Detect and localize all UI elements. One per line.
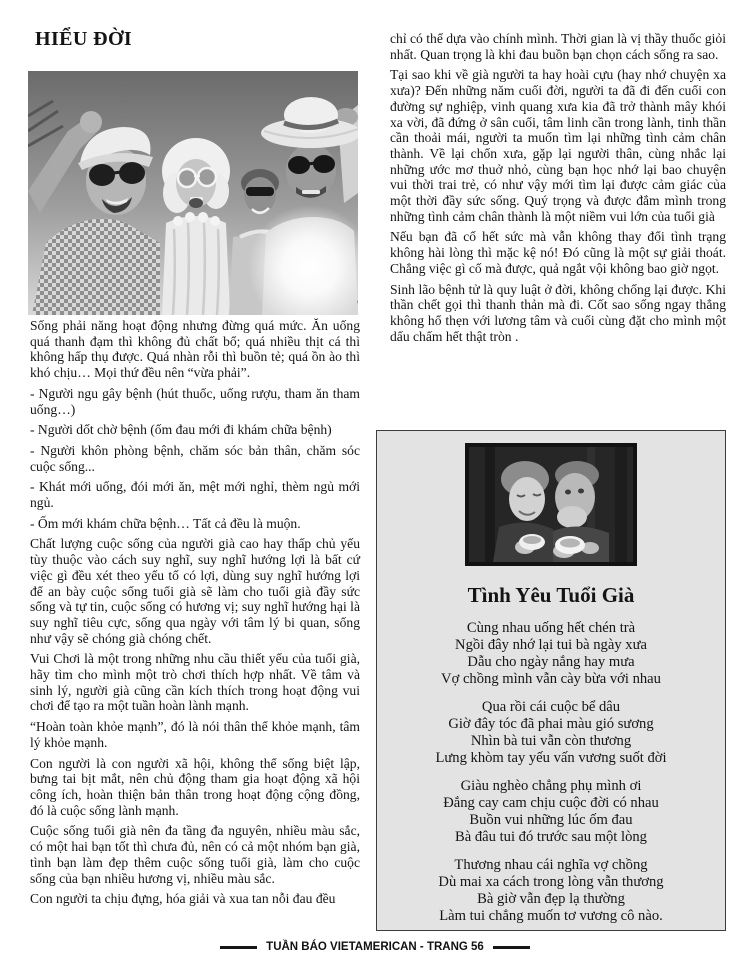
poem-line: Lưng khòm tay yếu vấn vương suốt đời	[435, 750, 667, 766]
list-item: - Người khôn phòng bệnh, chăm sóc bản thân, chăm sóc cuộc sống...	[30, 442, 360, 474]
poem-line: Buồn vui những lúc ốm đau	[469, 812, 633, 828]
poem-line: Bà đâu tui đó trước sau một lòng	[455, 829, 647, 845]
paragraph: Con người là con người xã hội, không thể sống biệt lập, bưng tai bịt mắt, nên chủ động tham gia hoạt động xã hội công ích, hoàn thiện bản thân trong hoạt động cộng đồng, đó là cuộc sống lành mạnh.	[30, 755, 360, 818]
left-column	[30, 318, 360, 912]
paragraph: Chất lượng cuộc sống của người già cao hay thấp chủ yếu tùy thuộc vào cách suy nghĩ, suy nghĩ hướng lợi là bất cứ việc gì đều xét theo yếu tố có lợi, dùng suy nghĩ hướng lợi để an bày cuộc sống tuổi già sẽ làm cho tuổi già đầy sức sống và tự tin, cuộc sống có hương vị; suy nghĩ hướng hại là suy nghĩ tiêu cực, sống qua ngày với tâm lý bi quan, sống như vậy sẽ chóng già chóng chết.	[30, 536, 360, 646]
paragraph: Nếu bạn đã cố hết sức mà vẫn không thay đổi tình trạng không hài lòng thì mặc kệ nó! Đó cũng là một sự giải thoát. Chẳng việc gì cố mà được, quả ngắt vội không bao giờ ngọt.	[390, 229, 726, 276]
poem-line: Nhìn bà tui vẫn còn thương	[470, 733, 632, 749]
footer-rule-right	[493, 946, 530, 949]
paragraph: Tại sao khi về già người ta hay hoài cựu (hay nhớ chuyện xa xưa)? Đến những năm cuối đời, người ta đã đi đến cuối con đường sự nghiệp, vinh quang xưa kia đã trở thành mây khói xa vời, đã đứng ở sân cuối, tâm linh cần trong lành, tinh thần cần thoải mái, người ta muốn tìm lại những tình cảm chân thành. Về lại chốn xưa, gặp lại người thân, cùng nhắc lại những ước mơ thuở nhỏ, cùng bạn học nhớ lại bao chuyện vui thời trai trẻ, có như vậy mới tìm lại được cảm giác của một thời đầy sức sống. Quý trọng và được đắm mình trong những tình cảm chân thành là một niềm vui lớn của tuổi già	[390, 67, 726, 224]
poem-line: Đắng cay cam chịu cuộc đời có nhau	[443, 795, 659, 811]
paragraph: Con người ta chịu đựng, hóa giải và xua tan nỗi đau đều	[30, 891, 336, 907]
poem-line: Dù mai xa cách trong lòng vẫn thương	[438, 874, 664, 890]
footer-rule-left	[220, 946, 257, 949]
poem-line: Vợ chồng mình vẫn cày bừa với nhau	[441, 671, 661, 687]
footer-text: TUẦN BÁO VIETAMERICAN - TRANG 56	[266, 941, 484, 953]
poem-line: Giờ đây tóc đã phai màu gió sương	[448, 716, 654, 732]
poem-line: Thương nhau cái nghĩa vợ chồng	[454, 857, 648, 873]
poem-line: Giàu nghèo chẳng phụ mình ơi	[460, 778, 642, 794]
page-title: HIỂU ĐỜI	[35, 28, 133, 50]
poem-line: Cùng nhau uống hết chén trà	[466, 620, 636, 636]
tea-couple-illustration	[469, 447, 633, 562]
list-item: - Ốm mới khám chữa bệnh… Tất cả đều là muộn.	[30, 515, 301, 531]
paragraph: chỉ có thể dựa vào chính mình. Thời gian là vị thầy thuốc giỏi nhất. Quan trọng là khi đau buồn bạn chọn cách sống ra sao.	[390, 31, 726, 62]
paragraph: Sinh lão bệnh tử là quy luật ở đời, không chống lại được. Khi thần chết gọi thì thanh thản mà đi. Cốt sao sống ngay thẳng không hổ thẹn với lương tâm và cuối cùng đặt cho mình một dấu chấm hết thật tròn .	[390, 281, 726, 344]
poem-box	[376, 430, 726, 931]
poem-title: Tình Yêu Tuổi Già	[467, 583, 635, 607]
friends-photo	[28, 71, 358, 315]
tea-couple-photo	[465, 443, 637, 566]
poem-stanza	[377, 699, 725, 767]
poem-stanza	[377, 778, 725, 846]
list-item: - Người dốt chờ bệnh (ốm đau mới đi khám chữa bệnh)	[30, 422, 332, 438]
paragraph: “Hoàn toàn khỏe mạnh”, đó là nói thân thể khỏe mạnh, tâm lý khỏe mạnh.	[30, 719, 360, 750]
paragraph: Cuộc sống tuổi già nên đa tầng đa nguyên, nhiều màu sắc, có một hai bạn tốt thì chưa đủ, nên có cả một nhóm bạn già, tình bạn làm đẹp thêm cuộc sống tuổi già, làm cho cuộc sống của bạn nhiều hương vị, nhiều màu sắc.	[30, 823, 360, 886]
poem-stanza	[377, 857, 725, 925]
poem-line: Qua rồi cái cuộc bể dâu	[481, 699, 621, 715]
paragraph: Vui Chơi là một trong những nhu cầu thiết yếu của tuổi già, hãy tìm cho mình một trò chơi thích hợp nhất. Về tâm và sinh lý, người già cũng cần kích thích trong hoạt động vui chơi để tạo ra một tuần hoàn lành mạnh.	[30, 651, 360, 714]
paragraph: Sống phải năng hoạt động nhưng đừng quá mức. Ăn uống quá thanh đạm thì không đủ chất bổ; quá nhiều thịt cá thì không hấp thụ được. Quá nhàn rỗi thì buồn tẻ; quá ồn ào thì khó chịu… Mọi thứ đều nên “vừa phải”.	[30, 318, 360, 381]
poem-line: Làm tui chẳng muốn tơ vương cô nào.	[439, 908, 663, 924]
list-item: - Khát mới uống, đói mới ăn, mệt mới nghỉ, thèm ngủ mới ngủ.	[30, 479, 360, 511]
right-column	[390, 31, 726, 349]
poem-stanza	[377, 620, 725, 688]
poem-line: Bà giờ vẫn đẹp lạ thường	[477, 891, 625, 907]
list-item: - Người ngu gây bệnh (hút thuốc, uống rượu, tham ăn tham uống…)	[30, 385, 360, 417]
poem-line: Dẫu cho ngày nắng hay mưa	[467, 654, 635, 670]
woman-white-hair	[162, 138, 230, 315]
poem-line: Ngồi đây nhớ lại tui bà ngày xưa	[455, 637, 647, 653]
page-footer	[0, 939, 750, 955]
friends-photo-illustration	[28, 71, 358, 315]
